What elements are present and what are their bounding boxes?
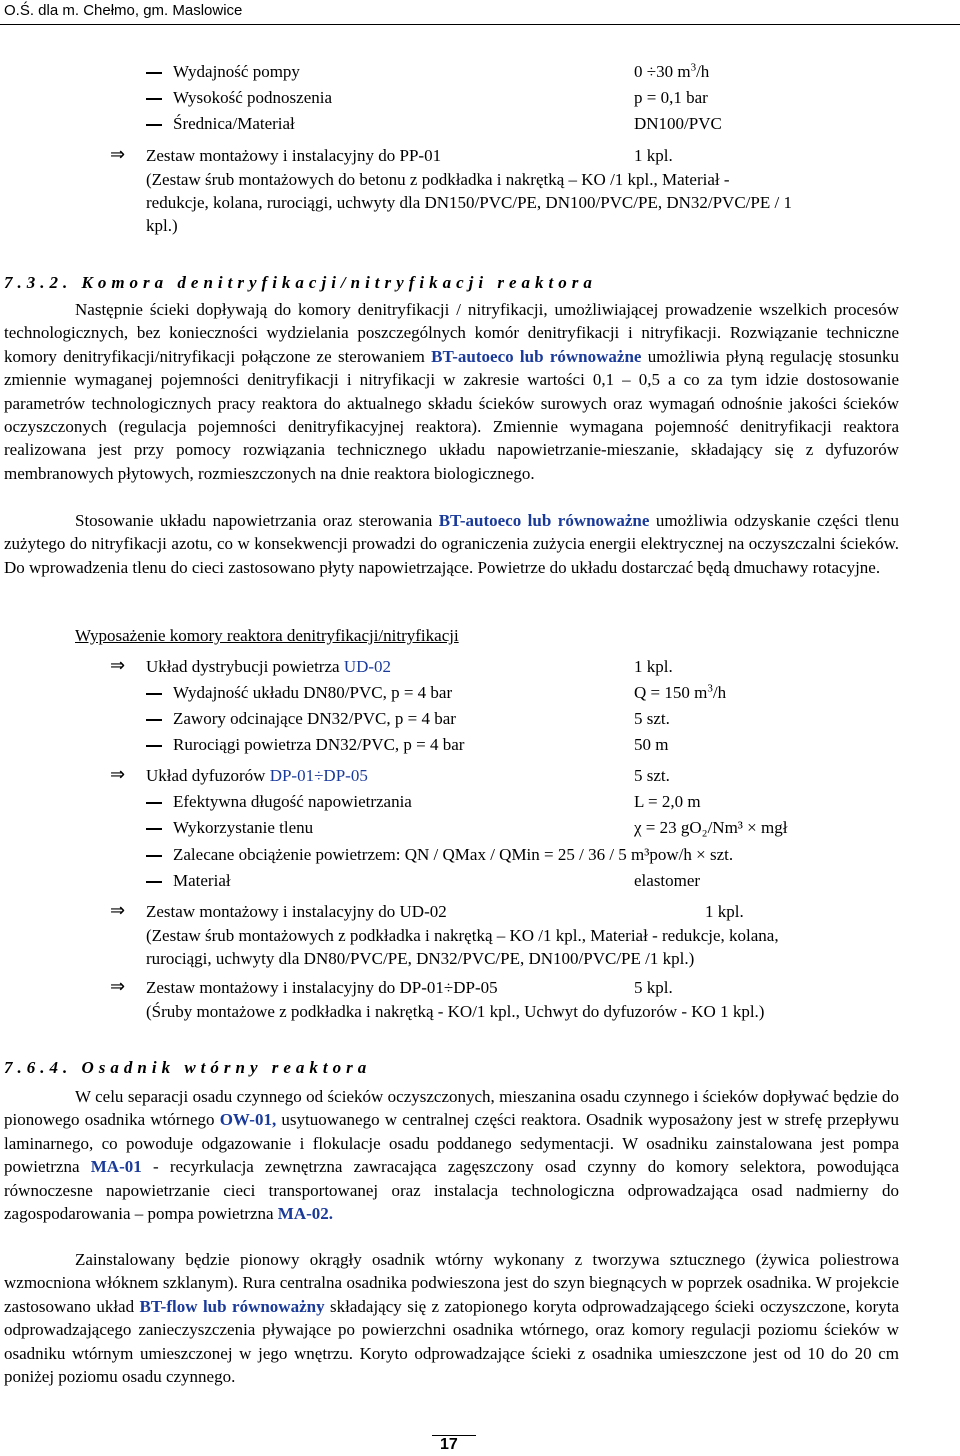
ud-row-label: Zawory odcinające DN32/PVC, p = 4 bar — [173, 709, 456, 728]
pump-flow-value: 0 ÷30 $m^3/h$ — [634, 61, 710, 81]
dp-row-label: Zalecane obciążenie powietrzem: QN / QMax / QMin = 25 / 36 / 5 m³pow/h × szt. — [173, 845, 734, 864]
pump-head-value: p = 0,1 bar — [634, 88, 708, 107]
mount1-qty: 1 kpl. — [634, 146, 673, 165]
dash-bullet — [146, 98, 162, 100]
mount1-line: (Zestaw śrub montażowych do betonu z podkładka i nakrętką – KO /1 kpl., Materiał - — [146, 170, 730, 189]
section-heading: 7.6.4. Osadnik wtórny reaktora — [4, 1058, 372, 1077]
mount-ud-title: Zestaw montażowy i instalacyjny do UD-02 — [146, 902, 447, 921]
arrow-right-icon: ⇒ — [110, 144, 126, 165]
page-number: 17 — [440, 1436, 458, 1453]
dp-row-value: L = 2,0 m — [634, 792, 701, 811]
pump-head-label: Wysokość podnoszenia — [173, 88, 333, 107]
pump-flow-label: Wydajność pompy — [173, 62, 300, 81]
arrow-right-icon: ⇒ — [110, 764, 126, 785]
ud-row-value: 5 szt. — [634, 709, 670, 728]
dash-bullet — [146, 693, 162, 695]
ud-row-value: Q = 150 $m^3/h$ — [634, 682, 727, 702]
arrow-right-icon: ⇒ — [110, 976, 126, 997]
dash-bullet — [146, 855, 162, 857]
ud-row-label: Wydajność układu DN80/PVC, p = 4 bar — [173, 683, 453, 702]
arrow-right-icon: ⇒ — [110, 655, 126, 676]
equipment-title: Wyposażenie komory reaktora denitryfikacji/nitryfikacji — [75, 626, 459, 645]
dash-bullet — [146, 124, 162, 126]
ud-row-label: Rurociągi powietrza DN32/PVC, p = 4 bar — [173, 735, 465, 754]
ud-label: Układ dystrybucji powietrza UD-02 — [146, 657, 392, 676]
mount-dp-line: (Śruby montażowe z podkładka i nakrętką - KO/1 kpl., Uchwyt do dyfuzorów - KO 1 kpl.) — [146, 1002, 765, 1021]
mount-ud-line: rurociągi, uchwyty dla DN80/PVC/PE, DN32/PVC/PE, DN100/PVC/PE /1 kpl.) — [146, 949, 695, 968]
dash-bullet — [146, 881, 162, 883]
arrow-right-icon: ⇒ — [110, 900, 126, 921]
dp-row-value: χ = 23 gO₂/Nm³ × mgł — [634, 818, 788, 837]
dp-row-label: Materiał — [173, 871, 231, 890]
section1-paragraph-2: Stosowanie układu napowietrzania oraz sterowania BT-autoeco lub równoważne umożliwia odzyskanie części tlenu zużytego do nitryfikacji azotu, co w konsekwencji prowadzi do ograniczenia zużycia energii elektrycznej na oczyszczalni ścieków. Do wprowadzenia tlenu do cieci zastosowano płyty napowietrzające. Powietrze do układu dostarczać będą dmuchawy rotacyjne. — [4, 511, 899, 577]
section-heading: 7.3.2. Komora denitryfikacji/nitryfikacji reaktora — [4, 273, 597, 292]
dp-row-value: elastomer — [634, 871, 701, 890]
dash-bullet — [146, 72, 162, 74]
mount-dp-qty: 5 kpl. — [634, 978, 673, 997]
dp-row-label: Efektywna długość napowietrzania — [173, 792, 412, 811]
mount-dp-title: Zestaw montażowy i instalacyjny do DP-01÷DP-05 — [146, 978, 498, 997]
mount-ud-qty: 1 kpl. — [705, 902, 744, 921]
dash-bullet — [146, 828, 162, 830]
mount1-title: Zestaw montażowy i instalacyjny do PP-01 — [146, 146, 442, 165]
header-rule — [0, 24, 960, 25]
ud-qty: 1 kpl. — [634, 657, 673, 676]
pump-diameter-label: Średnica/Materiał — [173, 114, 295, 133]
dp-row-label: Wykorzystanie tlenu — [173, 818, 314, 837]
dp-label: Układ dyfuzorów DP-01÷DP-05 — [146, 766, 368, 785]
pump-diameter-value: DN100/PVC — [634, 114, 722, 133]
dash-bullet — [146, 802, 162, 804]
section2-paragraph-2: Zainstalowany będzie pionowy okrągły osadnik wtórny wykonany z tworzywa sztucznego (żywica poliestrowa wzmocniona włóknem szklanym). Rura centralna osadnika podwieszona jest do szyn biegnących w poprzek osadnika. W projekcie zastosowano układ BT-flow lub równoważny składający się z zatopionego koryta odprowadzającego ścieki oczyszczone, koryta odprowadzającego zanieczyszczenia pływające po powierzchni osadnika wtórnego, oraz komory regulacji poziomu ścieków w osadniku wtórnym umieszczonej w jego wnętrzu. Koryto odprowadzające ścieki z osadnika umieszczone jest od 10 do 20 cm poniżej poziomu osadu czynnego. — [4, 1250, 899, 1387]
section2-paragraph-1: W celu separacji osadu czynnego od ścieków oczyszczonych, mieszanina osadu czynnego i ścieków dopływać będzie do pionowego osadnika wtórnego OW-01, usytuowanego w centralnej części reaktora. Osadnik wyposażony jest w strefę przepływu laminarnego, co powoduje odgazowanie i flokulacje osadu poddanego sedymentacji. W osadniku zainstalowana jest pompa powietrzna MA-01 - recyrkulacja zewnętrzna zawracająca zagęszczony osad czynny do komory selektora, powodująca równoczesne napowietrzanie cieci transportowanej oraz instalacja technologiczna odprowadzająca osad nadmierny do zagospodarowania – pompa powietrzna MA-02. — [4, 1087, 900, 1224]
mount1-line: redukcje, kolana, rurociągi, uchwyty dla DN150/PVC/PE, DN100/PVC/PE, DN32/PVC/PE / 1 — [146, 193, 792, 212]
mount1-line: kpl.) — [146, 216, 178, 235]
dash-bullet — [146, 719, 162, 721]
page-header: O.Ś. dla m. Chełmo, gm. Maslowice — [4, 2, 243, 19]
ud-row-value: 50 m — [634, 735, 669, 754]
dp-qty: 5 szt. — [634, 766, 670, 785]
dash-bullet — [146, 745, 162, 747]
mount-ud-line: (Zestaw śrub montażowych z podkładka i nakrętką – KO /1 kpl., Materiał - redukcje, kolana, — [146, 926, 779, 945]
section1-paragraph-1: Następnie ścieki dopływają do komory denitryfikacji / nitryfikacji, umożliwiającej prowadzenie wszelkich procesów technologicznych, bez konieczności wydzielania poszczególnych komór denitryfikacji i nitryfikacji. Rozwiązanie techniczne komory denitryfikacji/nitryfikacji połączone ze sterowaniem BT-autoeco lub równoważne umożliwia płyną regulację stosunku zmiennie wymaganej pojemności denitryfikacji i nitryfikacji w zakresie wartości 0,1 – 0,5 a co za tym idzie dostosowanie parametrów technologicznych pracy reaktora do aktualnego składu ścieków surowych oraz wymagań odnośnie jakości ścieków oczyszczonych (regulacja pojemności denitryfikacyjnej reaktora). Zmiennie wymagana pojemność denitryfikacji reaktora realizowana jest przy pomocy rozwiązania technicznego układu napowietrzanie-mieszanie, składający się z dyfuzorów membranowych płytowych, rozmieszczonych na dnie reaktora biologicznego. — [4, 300, 899, 483]
